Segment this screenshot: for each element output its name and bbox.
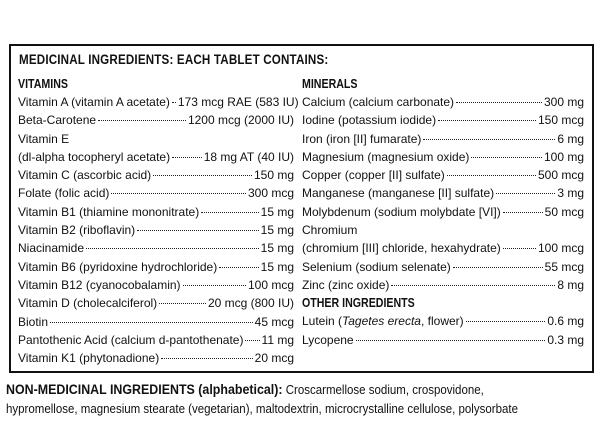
ingredient-name: Selenium (sodium selenate) (302, 259, 451, 274)
ingredient-row (18, 130, 294, 148)
ingredient-amount: 45 mcg (254, 314, 294, 329)
dot-leader (438, 119, 536, 121)
ingredient-name: Manganese (manganese [II] sulfate) (302, 186, 495, 201)
dot-leader (50, 321, 253, 323)
ingredient-row (18, 166, 294, 184)
ingredient-row (18, 184, 294, 202)
ingredient-name: Lycopene (302, 332, 354, 347)
dot-leader (466, 320, 546, 322)
vitamins-column (18, 75, 299, 367)
ingredient-amount: 300 mg (543, 95, 584, 109)
ingredient-row (302, 276, 584, 294)
dot-leader (453, 266, 543, 268)
ingredient-name: Vitamin B12 (cyanocobalamin) (18, 277, 181, 292)
ingredient-amount: 15 mg (260, 259, 294, 274)
ingredient-name: Iron (iron [II] fumarate) (302, 131, 422, 146)
ingredient-amount: 15 mg (260, 204, 294, 219)
ingredient-row (302, 130, 584, 148)
dot-leader (111, 192, 246, 194)
ingredient-row (302, 221, 584, 239)
ingredient-amount: 20 mcg (800 IU) (207, 296, 294, 311)
ingredient-name: Beta-Carotene (18, 113, 97, 128)
ingredient-amount: 6 mg (557, 131, 584, 146)
dot-leader (159, 302, 206, 304)
panel-title: MEDICINAL INGREDIENTS: EACH TABLET CONTAINS: (19, 52, 329, 67)
ingredient-row (18, 276, 294, 294)
ingredient-row (18, 331, 294, 349)
ingredient-name: Vitamin E (18, 131, 70, 146)
ingredient-name: Iodine (potassium iodide) (302, 113, 437, 128)
ingredient-name: Vitamin C (ascorbic acid) (18, 168, 152, 183)
footer-line-2: hypromellose, magnesium stearate (vegetarian), maltodextrin, microcrystalline cellulose, polysorbate (6, 402, 518, 416)
ingredient-name: Folate (folic acid) (18, 186, 110, 201)
ingredient-name: Vitamin B2 (riboflavin) (18, 223, 136, 238)
ingredient-amount: 18 mg AT (40 IU) (203, 149, 294, 164)
supplement-facts-panel (9, 44, 594, 373)
ingredient-row (302, 184, 584, 202)
dot-leader (183, 284, 246, 286)
ingredient-name: Lutein (Tagetes erecta, flower) (302, 314, 464, 329)
ingredient-amount: 50 mcg (544, 204, 584, 219)
ingredient-amount: 0.6 mg (547, 314, 584, 329)
dot-leader (201, 211, 258, 213)
ingredient-name: Vitamin B6 (pyridoxine hydrochloride) (18, 259, 218, 274)
ingredient-amount: 20 mcg (254, 351, 294, 366)
minerals-list (302, 93, 584, 294)
non-medicinal-label: NON-MEDICINAL INGREDIENTS (alphabetical): (6, 382, 283, 397)
ingredient-row (302, 148, 584, 166)
ingredient-amount: 173 mcg RAE (583 IU) (177, 95, 299, 109)
ingredient-amount: 8 mg (557, 277, 584, 292)
ingredient-name: (chromium [III] chloride, hexahydrate) (302, 241, 501, 256)
dot-leader (423, 138, 555, 140)
dot-leader (456, 101, 542, 103)
vitamins-heading: VITAMINS (18, 77, 68, 91)
ingredient-name: Vitamin D (cholecalciferol) (18, 296, 158, 311)
dot-leader (447, 174, 536, 176)
ingredient-amount: 500 mcg (537, 168, 584, 183)
ingredient-name: Molybdenum (sodium molybdate [VI]) (302, 204, 501, 219)
ingredient-row (18, 221, 294, 239)
ingredient-row (18, 203, 294, 221)
dot-leader (153, 174, 252, 176)
ingredient-row (18, 258, 294, 276)
dot-leader (503, 247, 536, 249)
ingredient-row-lutein (302, 312, 584, 330)
dot-leader (161, 357, 252, 359)
ingredient-amount: 11 mg (261, 332, 294, 347)
ingredient-amount: 150 mg (253, 168, 294, 183)
dot-leader (503, 211, 543, 213)
ingredient-amount: 150 mcg (537, 113, 584, 128)
ingredient-amount: 300 mcg (247, 186, 294, 201)
ingredient-amount: 100 mcg (247, 277, 294, 292)
ingredient-amount: 3 mg (557, 186, 584, 201)
dot-leader (137, 229, 258, 231)
ingredient-row (302, 203, 584, 221)
dot-leader (245, 339, 259, 341)
dot-leader (86, 247, 259, 249)
dot-leader (496, 192, 555, 194)
ingredient-amount: 15 mg (260, 241, 294, 256)
dot-leader (391, 284, 555, 286)
ingredient-row (302, 166, 584, 184)
dot-leader (219, 266, 258, 268)
ingredient-name: Zinc (zinc oxide) (302, 277, 390, 292)
ingredient-name: Calcium (calcium carbonate) (302, 95, 455, 109)
ingredient-row (18, 294, 294, 312)
ingredient-amount: 55 mcg (544, 259, 584, 274)
ingredient-name: Vitamin A (vitamin A acetate) (18, 95, 170, 109)
non-medicinal-ingredients (6, 380, 596, 419)
footer-line-1: NON-MEDICINAL INGREDIENTS (alphabetical): Croscarmellose sodium, crospovidone, (6, 382, 484, 397)
minerals-column (302, 75, 584, 349)
ingredient-name: Copper (copper [II] sulfate) (302, 168, 445, 183)
ingredient-row (18, 313, 294, 331)
ingredient-name: Chromium (302, 223, 358, 238)
dot-leader (356, 339, 546, 341)
dot-leader (172, 156, 202, 158)
ingredient-amount: 100 mg (543, 149, 584, 164)
ingredient-row (302, 239, 584, 257)
dot-leader (471, 156, 542, 158)
ingredient-name: Biotin (18, 314, 49, 329)
ingredient-name: (dl-alpha tocopheryl acetate) (18, 149, 171, 164)
ingredient-row (302, 111, 584, 129)
minerals-heading: MINERALS (302, 77, 358, 91)
ingredient-name: Pantothenic Acid (calcium d-pantothenate) (18, 332, 244, 347)
ingredient-row (18, 239, 294, 257)
ingredient-row (18, 349, 294, 367)
ingredient-amount: 100 mcg (537, 241, 584, 256)
ingredient-row-lycopene (302, 331, 584, 349)
ingredient-name: Niacinamide (18, 241, 85, 256)
ingredient-amount: 0.3 mg (547, 332, 584, 347)
ingredient-amount: 15 mg (260, 223, 294, 238)
ingredient-row (18, 148, 294, 166)
ingredient-row (302, 258, 584, 276)
other-ingredients-heading: OTHER INGREDIENTS (302, 296, 415, 311)
ingredient-row (18, 93, 299, 111)
ingredient-name: Vitamin K1 (phytonadione) (18, 351, 160, 366)
dot-leader (172, 101, 176, 103)
vitamins-list (18, 93, 299, 367)
ingredient-row (18, 111, 294, 129)
dot-leader (98, 119, 186, 121)
ingredient-amount: 1200 mcg (2000 IU) (187, 113, 294, 128)
ingredient-name: Vitamin B1 (thiamine mononitrate) (18, 204, 200, 219)
ingredient-row (302, 93, 584, 111)
ingredient-name: Magnesium (magnesium oxide) (302, 149, 470, 164)
